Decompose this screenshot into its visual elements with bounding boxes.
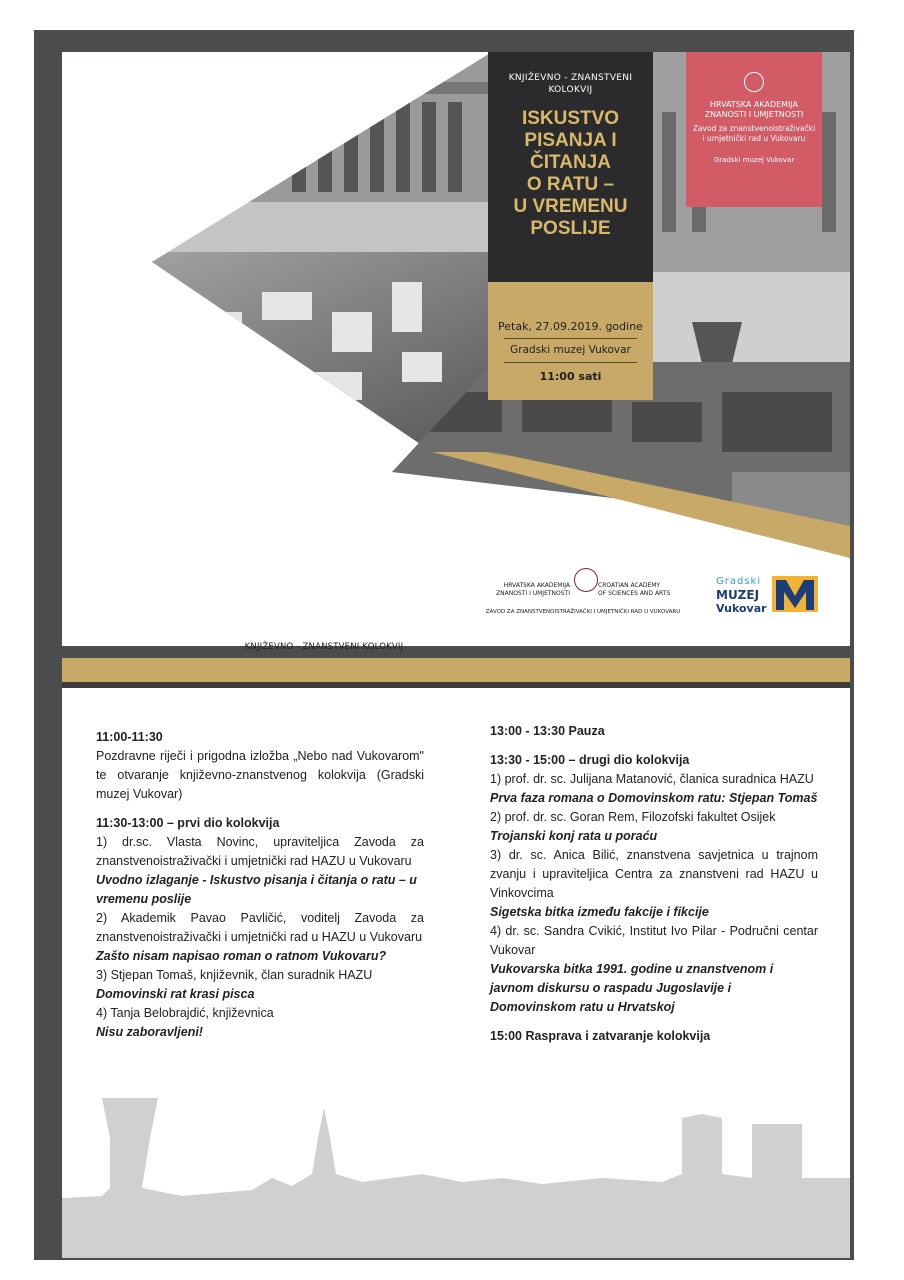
gold-band xyxy=(432,452,850,558)
hazu-institute: ZAVOD ZA ZNANSTVENOISTRAŽIVAČKI I UMJETNIČKI RAD U VUKOVARU xyxy=(485,609,681,615)
session-heading: 13:30 - 15:00 – drugi dio kolokvija xyxy=(490,753,690,767)
hazu-logo-right xyxy=(598,582,688,598)
vukovar-skyline-silhouette xyxy=(62,1078,850,1258)
session-heading: 11:30-13:00 – prvi dio kolokvija xyxy=(96,816,280,830)
hazu-text: OF SCIENCES AND ARTS xyxy=(598,590,671,597)
gold-strip xyxy=(62,658,850,682)
divider xyxy=(504,338,637,339)
speaker: 1) dr.sc. Vlasta Novinc, upraviteljica Zavoda za znanstvenoistraživački i umjetnički rad HAZU u Vukovaru xyxy=(96,835,424,868)
hazu-text: HRVATSKA AKADEMIJA xyxy=(503,582,570,589)
closing: 15:00 Rasprava i zatvaranje kolokvija xyxy=(490,1029,711,1043)
session-time: 11:00-11:30 xyxy=(96,730,163,744)
hazu-logo xyxy=(478,568,688,618)
pause: 13:00 - 13:30 Pauza xyxy=(490,724,605,738)
dark-strip xyxy=(62,682,850,688)
program-right-column xyxy=(490,722,818,1046)
museum-m-icon xyxy=(772,576,818,612)
museum-logo-text: Gradski xyxy=(716,576,762,587)
speaker: 1) prof. dr. sc. Julijana Matanović, članica suradnica HAZU xyxy=(490,772,814,786)
event-type xyxy=(488,72,653,96)
title-line: POSLIJE xyxy=(530,218,611,239)
event-type-line-1: KNJIŽEVNO - ZNANSTVENI xyxy=(508,73,633,83)
talk-title: Prva faza romana o Domovinskom ratu: Stjepan Tomaš xyxy=(490,791,818,805)
hazu-text: ZNANOSTI I UMJETNOSTI xyxy=(496,590,570,597)
title-line: ISKUSTVO xyxy=(521,108,620,129)
hazu-logo-left xyxy=(478,582,570,598)
speaker: 4) dr. sc. Sandra Cvikić, Institut Ivo Pilar - Područni centar Vukovar xyxy=(490,924,818,957)
program-panel xyxy=(62,658,850,1258)
title-line: O RATU – xyxy=(526,174,615,195)
program-left-column xyxy=(96,728,424,1042)
red-panel-institute xyxy=(686,124,822,144)
title-line: PISANJA I xyxy=(524,130,617,151)
talk-title: Nisu zaboravljeni! xyxy=(96,1025,203,1039)
red-panel-line: ZNANOSTI I UMJETNOSTI xyxy=(704,110,804,119)
opening-text: Pozdravne riječi i prigodna izložba „Nebo nad Vukovarom" te otvaranje književno-znanstvenog kolokvija (Gradski muzej Vukovar) xyxy=(96,749,424,801)
talk-title: Trojanski konj rata u poraću xyxy=(490,829,658,843)
speaker: 3) Stjepan Tomaš, književnik, član suradnik HAZU xyxy=(96,968,373,982)
title-panel xyxy=(488,52,653,400)
event-type-line-2: KOLOKVIJ xyxy=(548,85,593,95)
speaker: 3) dr. sc. Anica Bilić, znanstvena savjetnica u trajnom zvanju i upraviteljica Centra za znanstveni rad HAZU u Vinkovcima xyxy=(490,848,818,900)
speaker: 2) prof. dr. sc. Goran Rem, Filozofski fakultet Osijek xyxy=(490,810,776,824)
talk-title: Domovinski rat krasi pisca xyxy=(96,987,255,1001)
event-time: 11:00 sati xyxy=(539,370,602,383)
talk-title: Zašto nisam napisao roman o ratnom Vukovaru? xyxy=(96,949,387,963)
speaker: 2) Akademik Pavao Pavličić, voditelj Zavoda za znanstvenoistraživački i umjetnički rad u HAZU u Vukovaru xyxy=(96,911,424,944)
museum-logo xyxy=(716,572,826,618)
title-line: ČITANJA xyxy=(530,152,611,173)
red-panel-museum: Gradski muzej Vukovar xyxy=(713,156,795,164)
speaker: 4) Tanja Belobrajdić, književnica xyxy=(96,1006,274,1020)
hazu-seal-icon xyxy=(574,568,598,592)
title-line: U VREMENU xyxy=(513,196,628,217)
event-date: Petak, 27.09.2019. godine xyxy=(498,320,643,333)
museum-logo-text: Vukovar xyxy=(716,602,767,615)
divider xyxy=(504,362,637,363)
talk-title: Vukovarska bitka 1991. godine u znanstvenom i javnom diskursu o raspadu Jugoslavije i Domovinskom ratu u Hrvatskoj xyxy=(490,962,774,1014)
event-title xyxy=(488,108,653,240)
red-panel-line: i umjetnički rad u Vukovaru xyxy=(702,134,806,143)
talk-title: Sigetska bitka između fakcije i fikcije xyxy=(490,905,709,919)
hazu-text: CROATIAN ACADEMY xyxy=(598,582,661,589)
event-place: Gradski muzej Vukovar xyxy=(510,344,631,356)
museum-logo-text: MUZEJ xyxy=(716,588,760,602)
talk-title: Uvodno izlaganje - Iskustvo pisanja i čitanja o ratu – u vremenu poslije xyxy=(96,873,417,906)
hazu-red-panel xyxy=(686,52,822,207)
footer-line-1: KNJIŽEVNO - ZNANSTVENI KOLOKVIJ xyxy=(244,642,404,652)
red-panel-line: HRVATSKA AKADEMIJA xyxy=(709,100,799,109)
red-panel-org xyxy=(686,100,822,120)
red-panel-line: Zavod za znanstvenoistraživački xyxy=(692,124,816,133)
hazu-seal-icon xyxy=(744,72,764,92)
